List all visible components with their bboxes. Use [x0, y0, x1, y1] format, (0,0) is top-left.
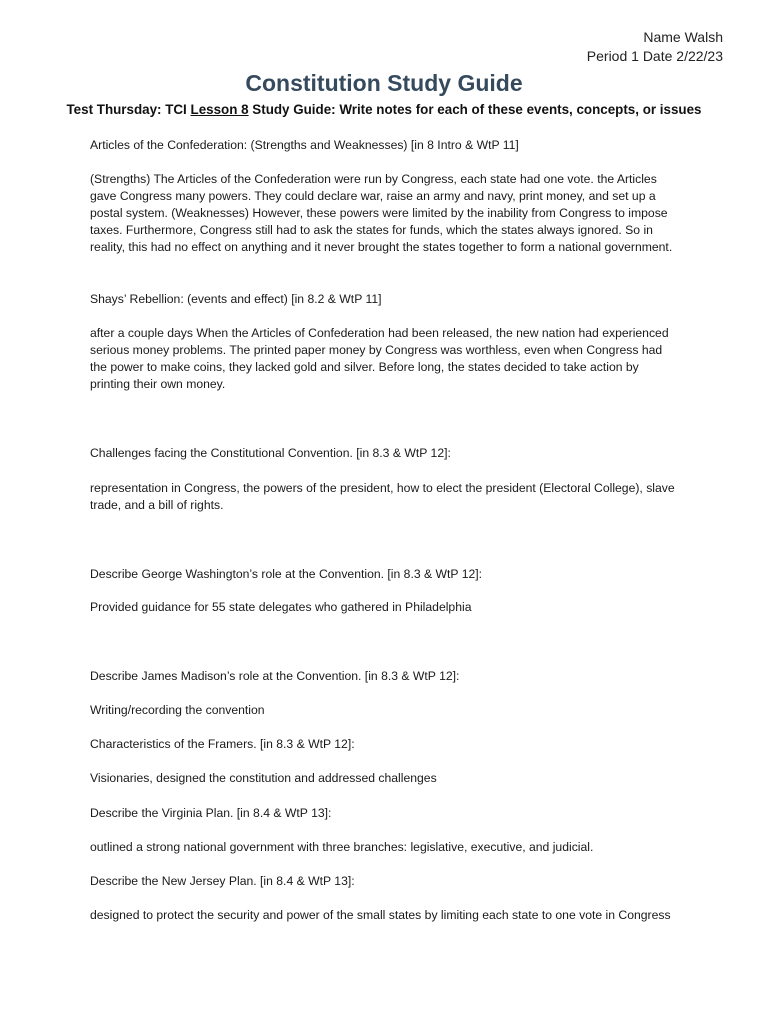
section-heading: Articles of the Confederation: (Strengths and Weaknesses) [in 8 Intro & WtP 11]	[90, 138, 519, 152]
section-heading: Describe the Virginia Plan. [in 8.4 & WtP 13]:	[90, 806, 332, 820]
section-answer: (Strengths) The Articles of the Confederation were run by Congress, each state had one vote. the Articles gave Congress many powers. They could declare war, raise an army and navy, print money, and set up a postal system. (Weaknesses) However, these powers were limited by the inability from Congress to impose taxes. Furthermore, Congress still had to ask the states for funds, which the states always ignored. So in reality, this had no effect on anything and it never brought the states together to form a national government.	[90, 172, 673, 254]
section-answer: after a couple days When the Articles of Confederation had been released, the new nation had experienced serious money problems. The printed paper money by Congress was worthless, even when Congress had the power to make coins, they lacked gold and silver. Before long, the states decided to take action by printing their own money.	[90, 326, 669, 391]
section-answer: outlined a strong national government with three branches: legislative, executive, and judicial.	[90, 840, 594, 854]
page-subtitle	[0, 102, 768, 117]
section-heading: Describe James Madison’s role at the Convention. [in 8.3 & WtP 12]:	[90, 669, 460, 683]
section-answer: Provided guidance for 55 state delegates who gathered in Philadelphia	[90, 600, 472, 614]
subtitle-suffix: Study Guide: Write notes for each of these events, concepts, or issues	[248, 102, 702, 117]
name-line: Name Walsh	[643, 29, 723, 45]
section-heading: Describe the New Jersey Plan. [in 8.4 & WtP 13]:	[90, 874, 355, 888]
period-date-line: Period 1 Date 2/22/23	[586, 48, 723, 64]
header-info	[587, 28, 723, 66]
section-heading: Shays’ Rebellion: (events and effect) [in 8.2 & WtP 11]	[90, 292, 382, 306]
section-answer: Writing/recording the convention	[90, 703, 265, 717]
subtitle-prefix: Test Thursday: TCI	[66, 102, 191, 117]
section-answer: Visionaries, designed the constitution and addressed challenges	[90, 771, 437, 785]
page-title: Constitution Study Guide	[245, 70, 523, 96]
section-heading: Challenges facing the Constitutional Convention. [in 8.3 & WtP 12]:	[90, 446, 451, 460]
section-heading: Describe George Washington’s role at the Convention. [in 8.3 & WtP 12]:	[90, 567, 483, 581]
section-heading: Characteristics of the Framers. [in 8.3 & WtP 12]:	[90, 737, 355, 751]
section-answer: designed to protect the security and power of the small states by limiting each state to one vote in Congress	[90, 908, 671, 922]
section-answer: representation in Congress, the powers of the president, how to elect the president (Electoral College), slave trade, and a bill of rights.	[90, 481, 675, 512]
subtitle-lesson: Lesson 8	[190, 102, 249, 117]
